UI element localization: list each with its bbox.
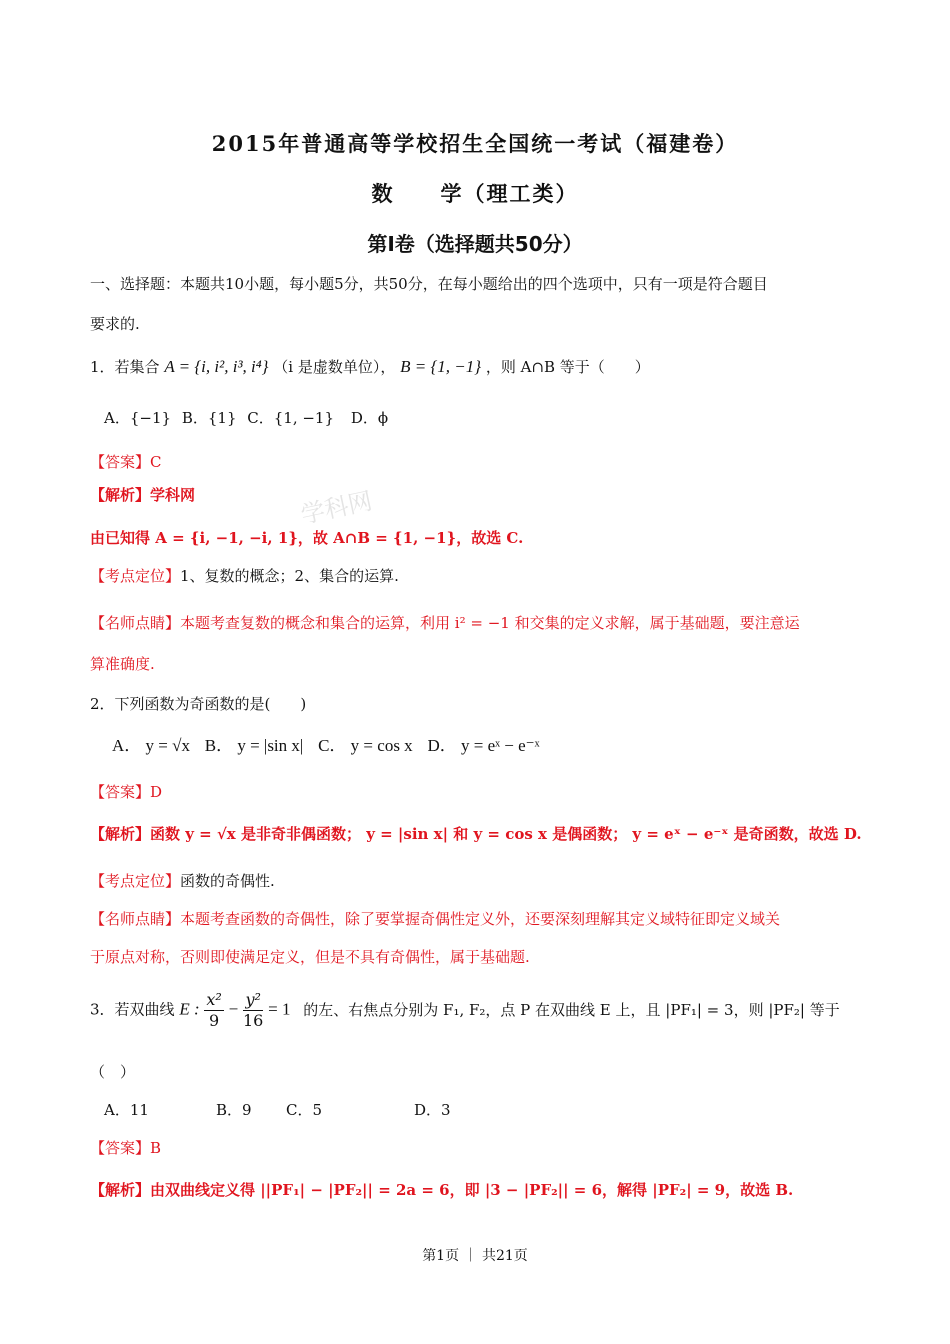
- q2-options: [112, 736, 540, 756]
- q3-y-denominator: 16: [243, 1011, 264, 1030]
- q1-option-d: D．ϕ: [350, 409, 389, 427]
- q3-option-c: C．5: [286, 1101, 323, 1119]
- q3-option-b: B．9: [216, 1101, 252, 1119]
- q2-tip-label: 【名师点睛】: [90, 910, 181, 928]
- q1-tip-text-2: 算准确度.: [90, 655, 155, 673]
- q1-option-a: A．{−1}: [104, 409, 172, 427]
- q2-option-d: D． y = eˣ − e⁻ˣ: [427, 736, 540, 755]
- exam-title: 2015年普通高等学校招生全国统一考试（福建卷）: [211, 131, 739, 156]
- q2-option-b: B． y = |sin x|: [204, 736, 304, 755]
- q1-analysis: 由已知得 A = {i, −1, −i, 1}，故 A∩B = {1, −1}，故选 C.: [90, 529, 524, 547]
- section-title: 第Ⅰ卷（选择题共50分）: [367, 232, 583, 256]
- intro-line-1: 一、选择题：本题共10小题，每小题5分，共50分，在每小题给出的四个选项中，只有一项是符合题目: [90, 275, 768, 293]
- q3-option-d: D．3: [414, 1101, 451, 1119]
- page-footer: 第1页 ｜ 共21页: [422, 1248, 528, 1264]
- q1-point: [90, 566, 399, 586]
- q3-stem: [90, 990, 840, 1031]
- q1-tip-label: 【名师点睛】: [90, 614, 181, 632]
- q3-stem-rest: 的左、右焦点分别为 F₁, F₂，点 P 在双曲线 E 上，且 |PF₁| = 3，则 |PF₂| 等于: [303, 1000, 840, 1019]
- q1-ask: ，则 A∩B 等于（ ）: [485, 358, 650, 376]
- q2-stem: 2．下列函数为奇函数的是( ): [90, 695, 307, 713]
- exam-subtitle: 数 学（理工类）: [371, 181, 579, 206]
- q2-answer: 【答案】D: [90, 783, 163, 801]
- q3-fraction-y: [243, 990, 263, 1031]
- q1-tip-text-1: 本题考查复数的概念和集合的运算，利用 i² = −1 和交集的定义求解，属于基础题，要注意运: [180, 614, 800, 632]
- q1-answer: 【答案】C: [90, 453, 162, 471]
- q2-point: [90, 871, 275, 891]
- q1-option-c: C．{1, −1}: [247, 409, 335, 427]
- q3-paren: （ ）: [90, 1063, 136, 1081]
- q2-tip: [90, 909, 780, 929]
- q3-num: 3．若双曲线: [90, 1000, 175, 1019]
- q1-analysis-label: 【解析】学科网: [90, 486, 196, 504]
- q3-curve: E :: [179, 999, 200, 1019]
- q1-tip: [90, 613, 800, 633]
- q2-tip-text-1: 本题考查函数的奇偶性，除了要掌握奇偶性定义外，还要深刻理解其定义域特征即定义域关: [180, 910, 781, 928]
- q2-analysis: 【解析】函数 y = √x 是非奇非偶函数； y = |sin x| 和 y = cos x 是偶函数； y = eˣ − e⁻ˣ 是奇函数，故选 D.: [90, 825, 862, 843]
- q2-option-c: C． y = cos x: [318, 736, 413, 755]
- q1-stem: [90, 357, 650, 377]
- intro-line-2: 要求的.: [90, 315, 140, 333]
- q1-set-b: B = {1, −1}: [400, 357, 482, 376]
- q1-note: （i 是虚数单位），: [273, 358, 396, 376]
- q1-num: 1．若集合: [90, 358, 160, 376]
- q3-rhs: = 1: [268, 999, 291, 1019]
- q1-option-b: B．{1}: [181, 409, 237, 427]
- q3-x-denominator: 9: [209, 1011, 220, 1030]
- q2-option-a: A． y = √x: [112, 736, 190, 755]
- q2-tip-text-2: 于原点对称，否则即使满足定义，但是不具有奇偶性，属于基础题.: [90, 948, 530, 966]
- q3-answer: 【答案】B: [90, 1139, 162, 1157]
- q2-point-text: 函数的奇偶性.: [180, 872, 275, 890]
- q3-minus: −: [228, 999, 239, 1019]
- watermark: 学科网: [298, 486, 375, 530]
- q1-point-text: 1、复数的概念；2、集合的运算.: [180, 567, 399, 585]
- q3-fraction-x: [204, 990, 223, 1031]
- q3-analysis: 【解析】由双曲线定义得 ||PF₁| − |PF₂|| = 2a = 6，即 |3 − |PF₂|| = 6，解得 |PF₂| = 9，故选 B.: [90, 1181, 794, 1199]
- q3-option-a: A．11: [104, 1101, 149, 1119]
- q3-y-numerator: y²: [243, 990, 263, 1011]
- q2-point-label: 【考点定位】: [90, 872, 181, 890]
- q1-options: [104, 408, 388, 428]
- q3-x-numerator: x²: [206, 990, 222, 1009]
- q1-point-label: 【考点定位】: [90, 567, 181, 585]
- q1-set-a: A = {i, i², i³, i⁴}: [164, 357, 269, 376]
